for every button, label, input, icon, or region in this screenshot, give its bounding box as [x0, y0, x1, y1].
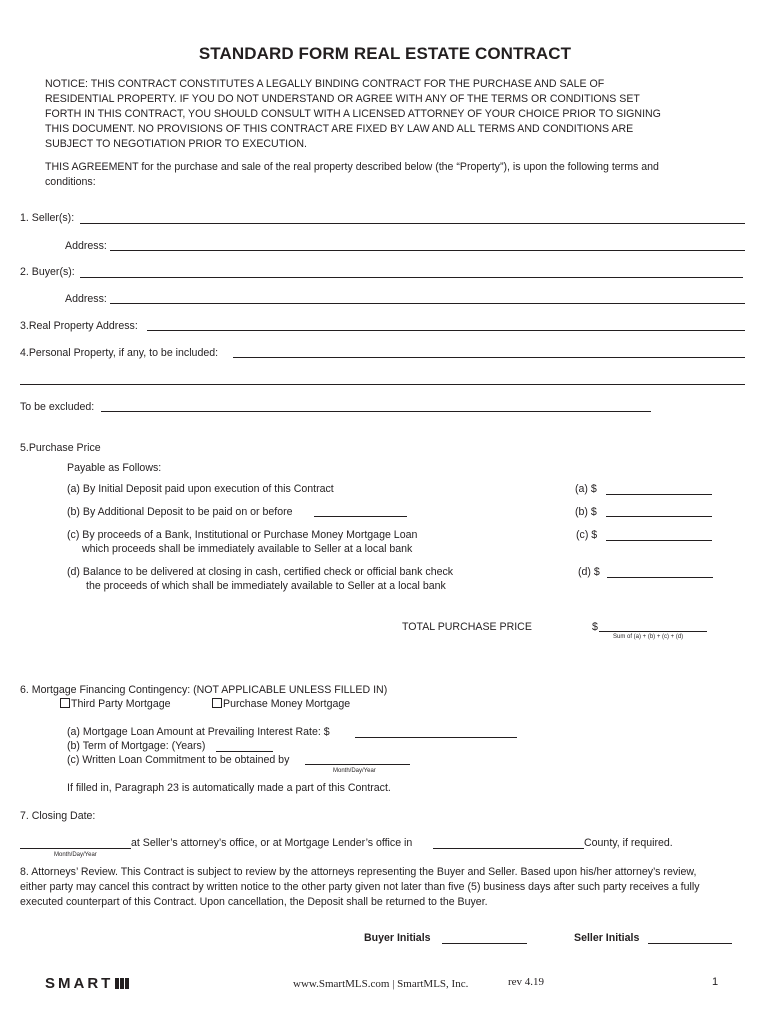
purchase-money-checkbox[interactable] [212, 698, 222, 708]
logo-mark-icon [115, 976, 130, 993]
attorneys-review-line: either party may cancel this contract by written notice to the other party given not later than five (5) business days after such party receives a fully [20, 881, 700, 893]
additional-deposit-tag: (b) $ [575, 506, 597, 518]
purchase-price-heading: 5.Purchase Price [20, 442, 101, 454]
loan-commitment-date-field[interactable] [305, 764, 410, 765]
notice-line: NOTICE: THIS CONTRACT CONSTITUTES A LEGALLY BINDING CONTRACT FOR THE PURCHASE AND SALE OF [45, 78, 605, 90]
mortgage-contingency-heading: 6. Mortgage Financing Contingency: (NOT APPLICABLE UNLESS FILLED IN) [20, 684, 388, 696]
initial-deposit-label: (a) By Initial Deposit paid upon execution of this Contract [67, 483, 334, 495]
closing-location-text: at Seller’s attorney’s office, or at Mortgage Lender’s office in [131, 837, 413, 849]
loan-commitment-date-caption: Month/Day/Year [333, 768, 376, 774]
closing-date-field[interactable] [20, 848, 131, 849]
notice-line: SUBJECT TO NEGOTIATION PRIOR TO EXECUTION. [45, 138, 307, 150]
loan-amount-field[interactable] [355, 737, 517, 738]
mortgage-proceeds-label-2: which proceeds shall be immediately available to Seller at a local bank [82, 543, 413, 555]
logo-text: SMART [45, 975, 114, 992]
property-address-field[interactable] [147, 330, 745, 331]
mortgage-term-label: (b) Term of Mortgage: (Years) [67, 740, 206, 752]
additional-deposit-label: (b) By Additional Deposit to be paid on or before [67, 506, 293, 518]
total-sum-caption: Sum of (a) + (b) + (c) + (d) [613, 634, 684, 640]
payable-label: Payable as Follows: [67, 462, 162, 474]
buyer-initials-label: Buyer Initials [364, 932, 431, 944]
attorneys-review-line: executed counterpart of this Contract. Upon cancellation, the Deposit shall be returned to the Buyer. [20, 896, 488, 908]
balance-label-2: the proceeds of which shall be immediately available to Seller at a local bank [86, 580, 446, 592]
personal-property-field[interactable] [233, 357, 745, 358]
buyer-field[interactable] [80, 277, 743, 278]
purchase-money-option[interactable] [212, 698, 350, 710]
loan-amount-label: (a) Mortgage Loan Amount at Prevailing Interest Rate: $ [67, 726, 330, 738]
balance-field[interactable] [607, 577, 713, 578]
mortgage-proceeds-tag: (c) $ [576, 529, 598, 541]
seller-address-field[interactable] [110, 250, 745, 251]
mortgage-proceeds-field[interactable] [606, 540, 712, 541]
purchase-money-label: Purchase Money Mortgage [223, 698, 351, 710]
paragraph-23-note: If filled in, Paragraph 23 is automatically made a part of this Contract. [67, 782, 391, 794]
closing-county-text: County, if required. [584, 837, 673, 849]
document-title: STANDARD FORM REAL ESTATE CONTRACT [198, 44, 572, 63]
initial-deposit-tag: (a) $ [575, 483, 597, 495]
excluded-field[interactable] [101, 411, 651, 412]
balance-tag: (d) $ [578, 566, 600, 578]
seller-initials-field[interactable] [648, 943, 732, 944]
third-party-checkbox[interactable] [60, 698, 70, 708]
closing-date-heading: 7. Closing Date: [20, 810, 96, 822]
notice-paragraph [45, 77, 725, 152]
third-party-option[interactable] [60, 698, 171, 710]
property-address-label: 3.Real Property Address: [20, 320, 138, 332]
additional-deposit-field[interactable] [606, 516, 712, 517]
excluded-label: To be excluded: [20, 401, 95, 413]
footer-website: www.SmartMLS.com | SmartMLS, Inc. [293, 978, 469, 990]
mortgage-proceeds-label: (c) By proceeds of a Bank, Institutional or Purchase Money Mortgage Loan [67, 529, 418, 541]
notice-line: RESIDENTIAL PROPERTY. IF YOU DO NOT UNDERSTAND OR AGREE WITH ANY OF THE TERMS OR CONDITIONS SET [45, 93, 640, 105]
additional-deposit-date-field[interactable] [314, 516, 407, 517]
notice-line: FORTH IN THIS CONTRACT, YOU SHOULD CONSULT WITH A LICENSED ATTORNEY OF YOUR CHOICE PRIOR TO SIGNING [45, 108, 661, 120]
initial-deposit-field[interactable] [606, 494, 712, 495]
seller-label: 1. Seller(s): [20, 212, 75, 224]
personal-property-field-2[interactable] [20, 384, 745, 385]
total-price-label: TOTAL PURCHASE PRICE [402, 621, 532, 633]
agreement-line: THIS AGREEMENT for the purchase and sale of the real property described below (the “Property”), is upon the following terms and [45, 161, 659, 173]
closing-county-field[interactable] [433, 848, 584, 849]
loan-commitment-label: (c) Written Loan Commitment to be obtained by [67, 754, 290, 766]
smartmls-logo [45, 975, 130, 993]
seller-address-label: Address: [65, 240, 107, 252]
total-price-tag: $ [592, 621, 598, 633]
seller-field[interactable] [80, 223, 745, 224]
closing-date-caption: Month/Day/Year [54, 852, 97, 858]
notice-line: THIS DOCUMENT. NO PROVISIONS OF THIS CONTRACT ARE FIXED BY LAW AND ALL TERMS AND CONDITIONS ARE [45, 123, 634, 135]
buyer-address-field[interactable] [110, 303, 745, 304]
footer-revision: rev 4.19 [508, 976, 545, 988]
attorneys-review-paragraph [20, 865, 700, 910]
third-party-label: Third Party Mortgage [71, 698, 171, 710]
buyer-initials-field[interactable] [442, 943, 527, 944]
buyer-label: 2. Buyer(s): [20, 266, 75, 278]
seller-initials-label: Seller Initials [574, 932, 640, 944]
personal-property-label: 4.Personal Property, if any, to be included: [20, 347, 219, 359]
mortgage-term-field[interactable] [216, 751, 273, 752]
buyer-address-label: Address: [65, 293, 107, 305]
attorneys-review-line: 8. Attorneys’ Review. This Contract is subject to review by the attorneys representing the Buyer and Seller. Based upon his/her attorney’s review, [20, 866, 697, 878]
page-number: 1 [712, 976, 719, 988]
agreement-paragraph [45, 160, 735, 190]
balance-label: (d) Balance to be delivered at closing in cash, certified check or official bank check [67, 566, 454, 578]
total-price-field[interactable] [599, 631, 707, 632]
agreement-line: conditions: [45, 176, 96, 188]
